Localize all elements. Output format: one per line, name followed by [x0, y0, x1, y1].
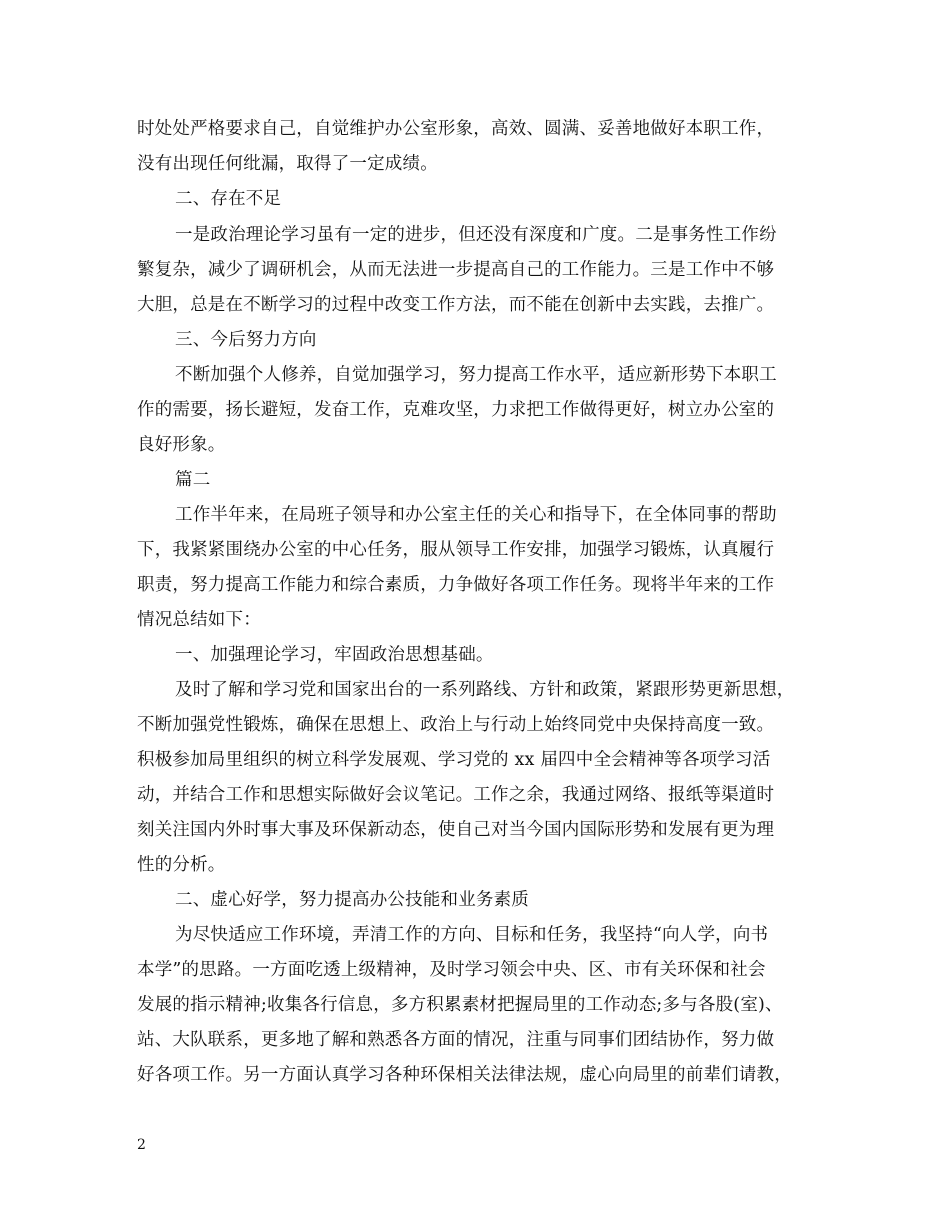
- text-line: 及时了解和学习党和国家出台的一系列路线、方针和政策，紧跟形势更新思想，: [175, 680, 795, 700]
- text-line: 工作半年来，在局班子领导和办公室主任的关心和指导下，在全体同事的帮助: [175, 505, 777, 525]
- text-line: 繁复杂，减少了调研机会，从而无法进一步提高自己的工作能力。三是工作中不够: [137, 260, 775, 280]
- text-line: 本学”的思路。一方面吃透上级精神，及时学习领会中央、区、市有关环保和社会: [137, 960, 766, 980]
- section-heading: 篇二: [175, 470, 211, 490]
- section-heading: 二、存在不足: [175, 189, 282, 209]
- text-line: 一是政治理论学习虽有一定的进步，但还没有深度和广度。二是事务性工作纷: [175, 225, 777, 245]
- text-line: 发展的指示精神;收集各行信息，多方积累素材把握局里的工作动态;多与各股(室)、: [137, 995, 783, 1015]
- text-line: 为尽快适应工作环境，弄清工作的方向、目标和任务，我坚持“向人学，向书: [175, 925, 769, 945]
- text-line: 时处处严格要求自己，自觉维护办公室形象，高效、圆满、妥善地做好本职工作，: [137, 119, 775, 139]
- section-heading: 一、加强理论学习，牢固政治思想基础。: [175, 645, 494, 665]
- text-line: 不断加强个人修养，自觉加强学习，努力提高工作水平，适应新形势下本职工: [175, 365, 777, 385]
- text-line: 站、大队联系，更多地了解和熟悉各方面的情况，注重与同事们团结协作，努力做: [137, 1030, 775, 1050]
- text-line: 动，并结合工作和思想实际做好会议笔记。工作之余，我通过网络、报纸等渠道时: [137, 785, 775, 805]
- text-line: 大胆，总是在不断学习的过程中改变工作方法，而不能在创新中去实践，去推广。: [137, 295, 775, 315]
- text-line: 性的分析。: [137, 855, 226, 875]
- text-line: 好各项工作。另一方面认真学习各种环保相关法律法规，虚心向局里的前辈们请教，: [137, 1065, 792, 1085]
- text-line: 情况总结如下：: [137, 610, 261, 630]
- text-line: 刻关注国内外时事大事及环保新动态，使自己对当今国内国际形势和发展有更为理: [137, 820, 775, 840]
- section-heading: 二、虚心好学，努力提高办公技能和业务素质: [175, 890, 529, 910]
- text-line: 不断加强党性锻炼，确保在思想上、政治上与行动上始终同党中央保持高度一致。: [137, 715, 775, 735]
- page-number: 2: [137, 1137, 146, 1153]
- text-line: 作的需要，扬长避短，发奋工作，克难攻坚，力求把工作做得更好，树立办公室的: [137, 400, 775, 420]
- text-line: 下，我紧紧围绕办公室的中心任务，服从领导工作安排，加强学习锻炼，认真履行: [137, 540, 775, 560]
- text-line: 没有出现任何纰漏，取得了一定成绩。: [137, 154, 438, 174]
- text-line: 良好形象。: [137, 435, 226, 455]
- text-line: 职责，努力提高工作能力和综合素质，力争做好各项工作任务。现将半年来的工作: [137, 575, 775, 595]
- section-heading: 三、今后努力方向: [175, 330, 317, 350]
- text-line: 积极参加局里组织的树立科学发展观、学习党的 xx 届四中全会精神等各项学习活: [137, 750, 771, 770]
